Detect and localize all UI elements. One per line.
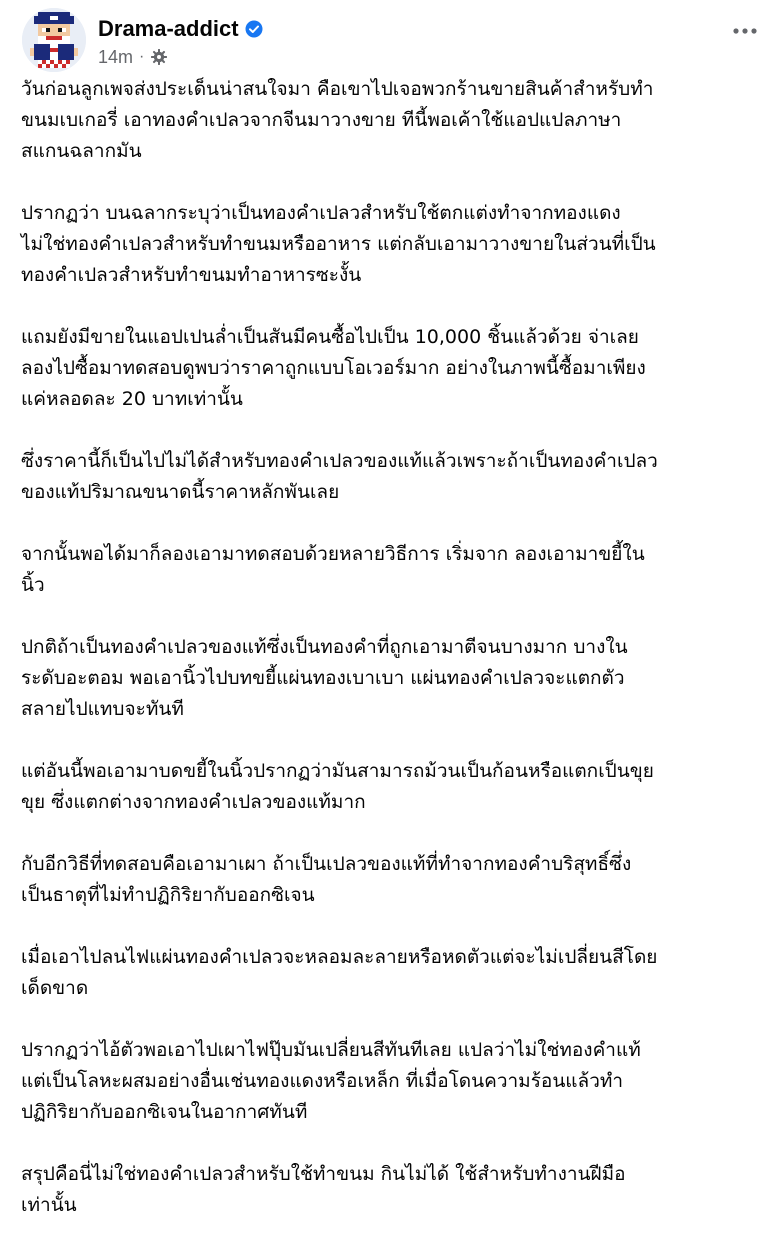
post-meta xyxy=(98,46,168,68)
post-paragraph: ซึ่งราคานี้ก็เป็นไปไม่ได้สำหรับทองคำเปลวของแท้แล้วเพราะถ้าเป็นทองคำเปลว ของแท้ปริมาณขนาดนี้ราคาหลักพันเลย xyxy=(21,450,658,503)
post-paragraph: แต่อันนี้พอเอามาบดขยี้ในนิ้วปรากฏว่ามันสามารถม้วนเป็นก้อนหรือแตกเป็นขุย ขุย ซึ่งแตกต่างจากทองคำเปลวของแท้มาก xyxy=(21,760,654,813)
verified-badge-icon xyxy=(245,20,263,38)
more-options-button[interactable] xyxy=(728,12,762,46)
meta-separator: · xyxy=(139,48,145,65)
post-header xyxy=(22,8,762,72)
avatar[interactable] xyxy=(22,8,86,72)
post-paragraph: วันก่อนลูกเพจส่งประเด็นน่าสนใจมา คือเขาไปเจอพวกร้านขายสินค้าสำหรับทำ ขนมเบเกอรี่ เอาทองคำเปลวจากจีนมาวางขาย ทีนี้พอเค้าใช้แอปแปลภาษา สแกนฉลากมัน xyxy=(21,78,654,162)
author-row xyxy=(98,16,263,42)
post-paragraph: จากนั้นพอได้มาก็ลองเอามาทดสอบด้วยหลายวิธีการ เริ่มจาก ลองเอามาขยี้ใน นิ้ว xyxy=(21,543,645,596)
post-body xyxy=(21,74,761,1252)
pixel-character-avatar-image xyxy=(22,8,86,72)
author-name[interactable]: Drama-addict xyxy=(98,16,239,41)
post-timestamp[interactable]: 14m xyxy=(98,47,134,67)
gear-icon[interactable] xyxy=(150,48,168,66)
more-options-icon xyxy=(732,20,758,39)
post-paragraph: แถมยังมีขายในแอปเปนล่ำเป็นสันมีคนซื้อไปเป็น 10,000 ชิ้นแล้วด้วย จ่าเลย ลองไปซื้อมาทดสอบดูพบว่าราคาถูกแบบโอเวอร์มาก อย่างในภาพนี้ซื้อมาเพียง แค่หลอดละ 20 บาทเท่านั้น xyxy=(21,326,646,410)
post-paragraph: ปรากฏว่า บนฉลากระบุว่าเป็นทองคำเปลวสำหรับใช้ตกแต่งทำจากทองแดง ไม่ใช่ทองคำเปลวสำหรับทำขนมหรืออาหาร แต่กลับเอามาวางขายในส่วนที่เป็น ทองคำเปลวสำหรับทำขนมทำอาหารซะงั้น xyxy=(21,202,656,286)
post-paragraph: สรุปคือนี่ไม่ใช่ทองคำเปลวสำหรับใช้ทำขนม กินไม่ได้ ใช้สำหรับทำงานฝีมือ เท่านั้น xyxy=(21,1163,626,1216)
post-paragraph: ปกติถ้าเป็นทองคำเปลวของแท้ซึ่งเป็นทองคำที่ถูกเอามาตีจนบางมาก บางใน ระดับอะตอม พอเอานิ้วไปบทขยี้แผ่นทองเบาเบา แผ่นทองคำเปลวจะแตกตัว สลายไปแทบจะทันที xyxy=(21,636,628,720)
post-paragraph: กับอีกวิธีที่ทดสอบคือเอามาเผา ถ้าเป็นเปลวของแท้ที่ทำจากทองคำบริสุทธิ์ซึ่ง เป็นธาตุที่ไม่ทำปฏิกิริยากับออกซิเจน xyxy=(21,853,632,906)
post-paragraph: ปรากฏว่าไอ้ตัวพอเอาไปเผาไฟปุ๊บมันเปลี่ยนสีทันทีเลย แปลว่าไม่ใช่ทองคำแท้ แต่เป็นโลหะผสมอย่างอื่นเช่นทองแดงหรือเหล็ก ที่เมื่อโดนความร้อนแล้วทำ ปฏิกิริยากับออกซิเจนในอากาศทันที xyxy=(21,1039,641,1123)
post-paragraph: เมื่อเอาไปลนไฟแผ่นทองคำเปลวจะหลอมละลายหรือหดตัวแต่จะไม่เปลี่ยนสีโดย เด็ดขาด xyxy=(21,946,658,999)
